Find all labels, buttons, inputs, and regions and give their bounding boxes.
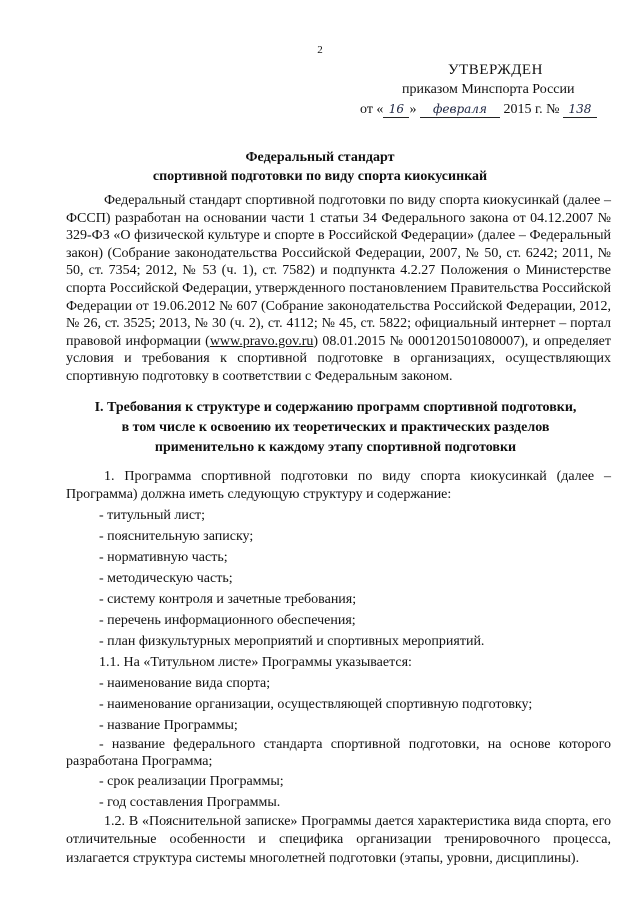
title-page-list [66, 673, 611, 813]
approval-year: 2015 г. № [503, 102, 560, 117]
structure-list [66, 505, 611, 652]
document-title-line: Федеральный стандарт [245, 150, 395, 165]
list-item: - наименование организации, осуществляющей спортивную подготовку; [99, 696, 533, 712]
document-body [66, 192, 611, 868]
list-item: - план физкультурных мероприятий и спортивных мероприятий. [99, 633, 485, 649]
list-item: - нормативную часть; [99, 549, 228, 565]
approval-title: УТВЕРЖДЕН [448, 62, 543, 78]
document-title [0, 148, 640, 186]
approval-number: 138 [563, 101, 597, 118]
approval-date-line: от « 16 » февраля 2015 г. № 138 [360, 100, 610, 120]
section-heading: I. Требования к структуре и содержанию программ спортивной подготовки, в том числе к освоению их теоретических и практических разделов применительно к каждому этапу спортивной подготовки [94, 399, 577, 455]
document-title-line: спортивной подготовки по виду спорта киокусинкай [152, 169, 488, 184]
approval-block [360, 60, 610, 120]
paragraph-1: 1. Программа спортивной подготовки по виду спорта киокусинкай (далее – Программа) должна иметь следующую структуру и содержание: [66, 468, 611, 503]
list-item: - перечень информационного обеспечения; [99, 612, 356, 628]
list-item: - год составления Программы. [99, 794, 281, 810]
list-item: - методическую часть; [99, 570, 233, 586]
approval-from: от « [360, 102, 384, 117]
paragraph-1-2: 1.2. В «Пояснительной записке» Программы дается характеристика вида спорта, его отличительные особенности и специфика организации тренировочного процесса, излагается структура системы многолетней подготовки (этапы, уровни, дисциплины). [66, 813, 611, 866]
page-number: 2 [317, 44, 323, 56]
paragraph-1-1: 1.1. На «Титульном листе» Программы указывается: [99, 654, 412, 670]
approval-day: 16 [383, 101, 409, 118]
list-item: - название Программы; [99, 717, 238, 733]
approval-order-line: приказом Минспорта России [402, 82, 575, 97]
list-item: - название федерального стандарта спортивной подготовки, на основе которого разработана Программа; [66, 736, 611, 770]
list-item: - пояснительную записку; [99, 528, 254, 544]
approval-month: февраля [420, 101, 500, 118]
list-item: - срок реализации Программы; [99, 773, 284, 789]
pravo-link[interactable]: www.pravo.gov.ru [209, 333, 314, 349]
list-item: - наименование вида спорта; [99, 675, 271, 691]
list-item: - систему контроля и зачетные требования; [99, 591, 357, 607]
intro-paragraph: Федеральный стандарт спортивной подготовки по виду спорта киокусинкай (далее – ФССП) разработан на основании части 1 статьи 34 Федерального закона от 04.12.2007 № 329-ФЗ «О физической культуре и спорте в Российской Федерации» (далее – Федеральный закон) (Собрание законодательства Российской Федерации, 2007, № 50, ст. 6242; 2011, № 50, ст. 7354; 2012, № 53 (ч. 1), ст. 7582) и подпункта 4.2.27 Положения о Министерстве спорта Российской Федерации, утвержденного постановлением Правительства Российской Федерации от 19.06.2012 № 607 (Собрание законодательства Российской Федерации, 2012, № 26, ст. 3525; 2013, № 30 (ч. 2), ст. 4112; № 45, ст. 5822; официальный интернет – портал правовой информации (www.pravo.gov.ru) 08.01.2015 № 0001201501080007), и определяет условия и требования к спортивной подготовке в организациях, осуществляющих спортивную подготовку в соответствии с Федеральным законом. [66, 193, 612, 384]
list-item: - титульный лист; [99, 507, 206, 523]
